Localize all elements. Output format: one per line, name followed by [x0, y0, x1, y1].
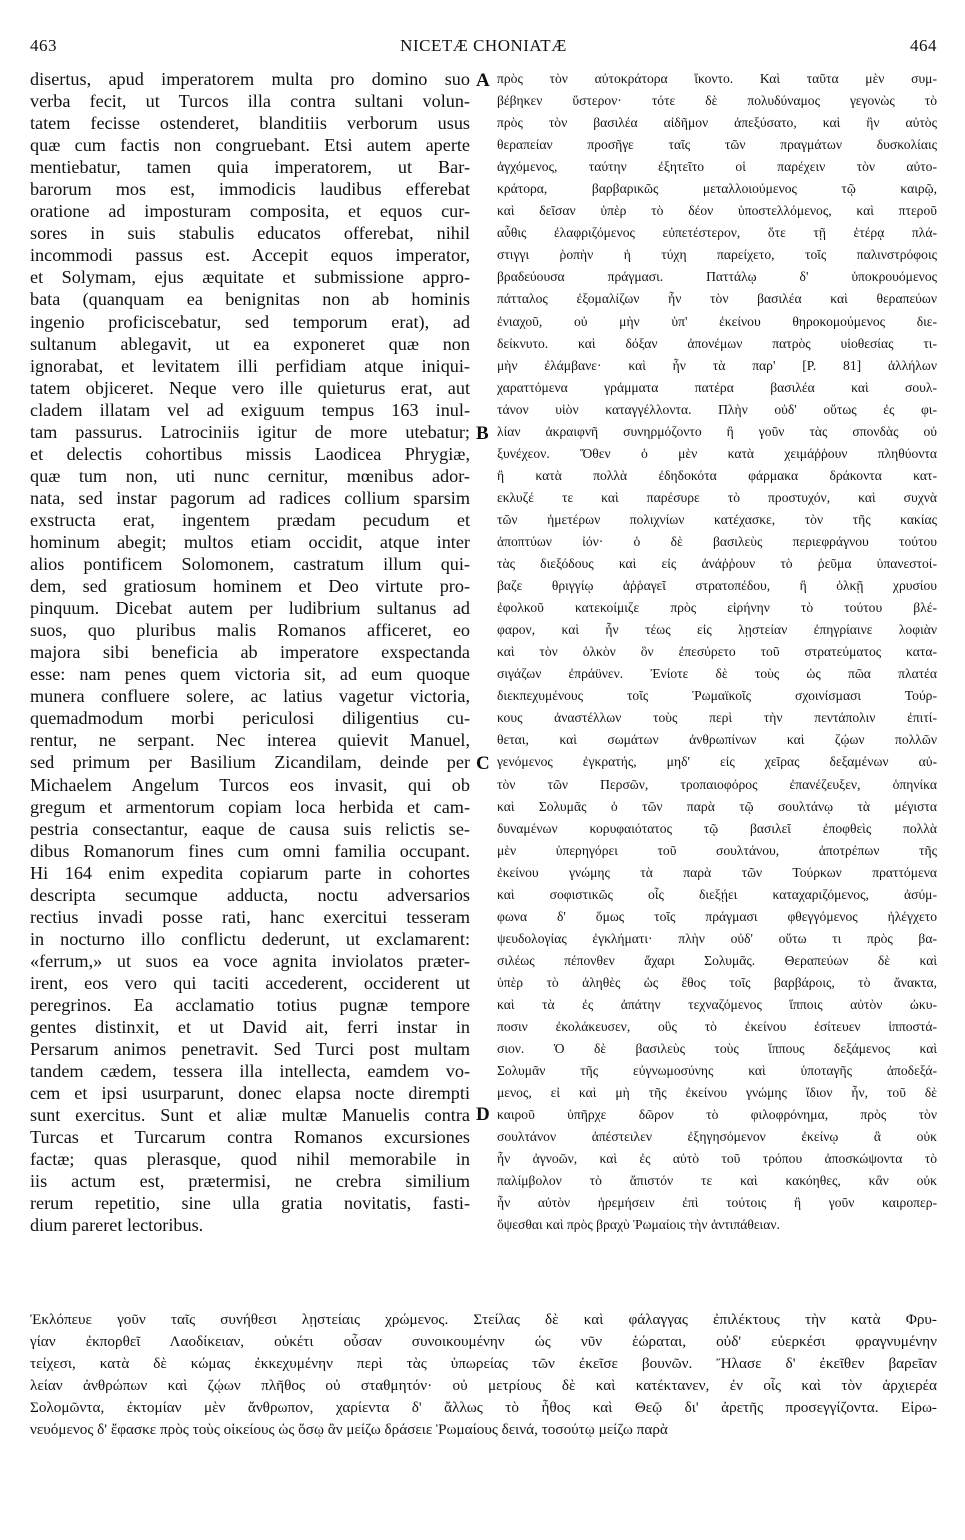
text-line: τὰς διεξόδους καὶ εἰς ἀνάῤῥουν τὸ ῥεῦμα ὑπανεστοί-	[497, 556, 937, 572]
text-line: καὶ σοφιστικῶς οἷς διεξῄει καταχαριζόμενος, ἀσύμ-	[497, 886, 937, 902]
text-line: verba fecit, ut Turcos illa contra sultani volun-	[30, 91, 470, 112]
text-line: ingenio proficiscebatur, sed temporum erat), ad	[30, 311, 470, 332]
text-line: iis actum est, prætermisi, ne crebra similium	[30, 1171, 470, 1192]
text-line: σιον. Ὁ δὲ βασιλεὺς τοὺς ἵππους δεξάμενος καὶ	[497, 1041, 937, 1057]
text-line: δυναμένων κορυφαιότατος τῷ βασιλεῖ ἐποφθεὶς πολλὰ	[497, 820, 937, 836]
text-line: διεκπεχυμένους τοῖς Ῥωμαϊκοῖς σχοινίσμασι Τούρ-	[497, 688, 937, 704]
text-line: γενόμενος ἐγκρατής, μηδ' εἰς χεῖρας δεξαμένων αὐ-	[497, 754, 937, 770]
text-line: ἐφολκοῦ κατεκοίμιζε πρὸς εἰρήνην τὸ τούτου βλέ-	[497, 600, 937, 616]
text-line: πρὸς τὸν αὐτοκράτορα ἵκοντο. Καὶ ταῦτα μὲν συμ-	[497, 71, 937, 86]
text-line: «ferrum,» ut suos ea voce agnita inviolatos præter-	[30, 950, 470, 971]
text-line: Hi 164 enim expedita copiarum parte in cohortes	[30, 862, 470, 883]
text-line: nata, sed instar pagorum ad radices collium sparsim	[30, 487, 470, 508]
text-line: esse: nam penes quem victoria sit, ad eum quoque	[30, 664, 470, 685]
text-line: βραδεύουσα πράγμασι. Παττάλῳ δ' ὑποκρουόμενος	[497, 269, 937, 285]
text-line: ἀποπτύων ἰόν· ὁ δὲ βασιλεὺς περιεφράγνου τούτου	[497, 533, 937, 549]
text-line: θεραπείαν προσῆγε ταῖς τῶν πραγμάτων δυσκολίαις	[497, 137, 937, 153]
page-number-left: 463	[30, 36, 57, 55]
page-header	[30, 36, 937, 62]
text-line: κράτορα, βαρβαρικῶς μεταλλοιούμενος τῷ καιρῷ,	[497, 181, 937, 197]
text-line: barorum mos est, immodicis laudibus efferebat	[30, 179, 470, 200]
text-line: sed primum per Basilium Zicandilam, deinde per	[30, 752, 470, 773]
text-line: cem et ipsi usurparunt, donec elapsa nocte dirempti	[30, 1083, 470, 1104]
text-line: τείχεσι, κατὰ δὲ κώμας ἐκκεχυμένην περὶ τὰς ὑπωρείας τῶν ἐκεῖσε βουνῶν. Ἤλασε δ' ἐκεῖθεν βαρεῖαν	[30, 1355, 937, 1373]
text-line: ἐκείνου γνώμης τὰ παρὰ τῶν Τούρκων πραττόμενα	[497, 864, 937, 880]
text-line: Σολομῶντα, ἐκτομίαν μὲν ἄνθρωπον, χαρίεντα δ' ἄλλως τὸ ἦθος καὶ Θεῷ δι' ἀρετῆς προσεγγίζοντα. Εἰρω-	[30, 1399, 937, 1417]
text-line: Michaelem Angelum Turcos eos invasit, qui ob	[30, 774, 470, 795]
text-line: αὖθις ἐλαφριζόμενος εὐπετέστερον, ὅτε τῇ ἑτέρᾳ πλά-	[497, 225, 937, 241]
text-line: quemadmodum morbi periculosi diligentius cu-	[30, 708, 470, 729]
text-line: quæ tum non, uti nunc cernitur, mœnibus ador-	[30, 465, 470, 486]
text-line: majora sibi beneficia ab imperatore exspectanda	[30, 642, 470, 663]
text-line: ἦν ἀγνοῶν, καὶ ἐς αὐτὸ τοῦ τρόπου ἀποσκώψοντα τὸ	[497, 1151, 937, 1167]
text-line: γίαν ἐκπορθεῖ Λαοδίκειαν, οὐκέτι οὖσαν συνοικουμένην ὡς νῦν ἑώραται, οὐδ' εὐερκέσι φραγνυμένην	[30, 1333, 937, 1351]
text-line: ποσιν ἐκολάκευσεν, οὓς τὸ ἐκείνου ἐσίτευεν ἱπποστά-	[497, 1019, 937, 1035]
text-line: νευόμενος δ' ἔφασκε πρὸς τοὺς οἰκείους ὡς ὅσῳ ἂν μείζω δράσειε Ῥωμαίους δεινά, τοσούτῳ μείζω παρὰ	[30, 1421, 668, 1439]
text-line: peregrinos. Ea acclamatio totius pugnæ tempore	[30, 994, 470, 1015]
text-line: sores in suis stabulis educatos offerebat, nihil	[30, 223, 470, 244]
text-line: gregum et armentorum copiam loca herbida et cam-	[30, 796, 470, 817]
text-line: tatem fecisse ostenderet, blanditiis verborum usus	[30, 113, 470, 134]
running-title: NICETÆ CHONIATÆ	[400, 36, 567, 55]
text-line: καὶ τὸν ὁλκὸν ὃν ἐπεσύρετο τοῦ στρατεύματος κατα-	[497, 644, 937, 660]
greek-continuation	[30, 1309, 937, 1441]
text-line: τὸν τῶν Περσῶν, τροπαιοφόρος ἐπανέζευξεν, ὁπηνίκα	[497, 776, 937, 792]
text-line: μενος, εἰ καὶ μὴ τῆς ἐκείνου γνώμης ἴδιον ἦν, τοῦ δὲ	[497, 1085, 937, 1101]
text-line: εκλυζέ τε καὶ παρέσυρε τὸ προστυχόν, καὶ συχνὰ	[497, 489, 937, 505]
text-line: ἦν αὐτὸν ἠρεμήσειν ἐπὶ τούτοις ἢ γοῦν καιροπερ-	[497, 1195, 937, 1211]
text-line: tandem cædem, tessera illa intellecta, eamdem vo-	[30, 1061, 470, 1082]
text-line: πρὸς τὸν βασιλέα αἰδῆμον ἀπεξύσατο, καὶ ἣν αὐτὸς	[497, 115, 937, 131]
text-line: λίαν ἀκραιφνῆ συνηρμόζοντο ἢ γοῦν τὰς σπονδὰς οὐ	[497, 423, 937, 439]
margin-marker-d: D	[476, 1104, 490, 1125]
text-line: hominum abegit; multos etiam occidit, atque inter	[30, 531, 470, 552]
text-line: factæ; quas plerasque, quod nihil memorabile in	[30, 1149, 470, 1170]
text-line: sunt exercitus. Sunt et aliæ multæ Manuelis contra	[30, 1105, 470, 1126]
text-line: rerum repetitio, sine ulla gratia novitatis, fasti-	[30, 1193, 470, 1214]
text-line: mentiebatur, tamen quia imperatorem, ut Bar-	[30, 157, 470, 178]
text-line: φαρον, καὶ ἦν τέως εἰς λῃστείαν ἐπηγρίαινε λοφιὰν	[497, 622, 937, 638]
text-line: et Solymam, ejus æquitate et submissione appro-	[30, 267, 470, 288]
greek-column	[497, 68, 937, 1236]
text-line: sultanum ablegavit, ut ea exponeret quæ non	[30, 333, 470, 354]
text-line: et delectis cohortibus missis Laodicea Phrygiæ,	[30, 443, 470, 464]
text-line: ignorabat, et levitatem illi perfidiam atque iniqui-	[30, 355, 470, 376]
text-line: ὑπὲρ τὸ ἀληθὲς ὡς ἔθος τοῖς βαρβάροις, τὸ ἄνακτα,	[497, 974, 937, 990]
text-line: πάτταλος ἐξομαλίζων ἦν τὸν βασιλέα καὶ θεραπεύων	[497, 291, 937, 307]
latin-column	[30, 68, 470, 1236]
text-line: tam passurus. Latrociniis igitur de more utebatur;	[30, 421, 470, 442]
text-line: irent, eos vero qui taciti accederent, occiderent ut	[30, 972, 470, 993]
text-line: καιροῦ ὑπῆρχε δῶρον τὸ φιλοφρόνημα, πρὸς τὸν	[497, 1107, 937, 1123]
text-line: bata (quanquam ea benignitas non ab hominis	[30, 289, 470, 310]
text-line: μὴν ἐλάμβανε· καὶ ἦν τὰ παρ' [P. 81] ἀλλήλων	[497, 357, 937, 373]
margin-marker-c: C	[476, 753, 490, 774]
text-line: rectius invadi posse rati, hanc exercitui tesseram	[30, 906, 470, 927]
text-line: dibus Romanorum fines cum omni familia occupant.	[30, 840, 470, 861]
text-line: alios pontificem Solomonem, castratum illum qui-	[30, 554, 470, 575]
text-line: Ἐκλόπευε γοῦν ταῖς συνήθεσι λῃστείαις χρώμενος. Στείλας δὲ καὶ φάλαγγας ἐπιλέκτους τὴν κατὰ Φρυ-	[30, 1311, 937, 1328]
text-line: descripta secumque adducta, noctu adversarios	[30, 884, 470, 905]
text-line: μὲν ὑπερηγόρει τοῦ σουλτάνου, ἀποτρέπων τῆς	[497, 842, 937, 858]
text-line: φωνα δ' ὅμως τοῖς πράγμασι φθεγγόμενος ἠλέγχετο	[497, 908, 937, 924]
page-number-right: 464	[910, 36, 937, 55]
text-line: dem, sed gratiosum hominem et Deo virtute pro-	[30, 576, 470, 597]
text-line: cladem illatam vel ad exiguum tempus 163 inul-	[30, 399, 470, 420]
text-line: χαραττόμενα γράμματα πατέρα βασιλέα καὶ σουλ-	[497, 379, 937, 395]
text-line: τάνον υἱὸν καταγγέλλοντα. Πλὴν οὐδ' οὕτως ἐς φι-	[497, 401, 937, 417]
text-line: καὶ τὰ ἐς ἀπάτην τεχναζόμενος ἵπποις αὐτὸν ὠκυ-	[497, 996, 937, 1012]
text-line: θεται, καὶ σωμάτων ἀνθρωπίνων καὶ ζῴων πολλῶν	[497, 732, 937, 748]
text-line: τῶν ἡμετέρων πολιχνίων κατέχασκε, τὸν τῆς κακίας	[497, 511, 937, 527]
margin-marker-a: A	[476, 70, 490, 91]
text-line: ὄψεσθαι καὶ πρὸς βραχὺ Ῥωμαίοις τὴν ἀντιπάθειαν.	[497, 1217, 780, 1233]
text-line: munera confluere solere, ac latius vagetur victoria,	[30, 686, 470, 707]
text-line: ξυνέχεον. Ὅθεν ὁ μὲν κατὰ χειμάῤῥουν πληθύοντα	[497, 445, 937, 461]
text-line: ἀγχόμενος, ταύτην ἐξητεῖτο οἱ παρέχειν τὸν αὐτο-	[497, 159, 937, 175]
text-line: βαζε θριγγίῳ ἀῤῥαγεῖ στρατοπέδου, ἢ ὁλκῇ χρυσίου	[497, 578, 937, 594]
text-line: βέβηκεν ὕστερον· τότε δὲ πολυδύναμος γεγονὼς τὸ	[497, 93, 937, 109]
text-line: σιλέως πέπονθεν ἄχαρι Σολυμᾶς. Θεραπεύων δὲ καὶ	[497, 952, 937, 968]
text-line: rentur, ne serpant. Nec interea quievit Manuel,	[30, 730, 470, 751]
text-line: in nocturno illo conflictu dederunt, ut exclamarent:	[30, 928, 470, 949]
text-line: dium pareret lectoribus.	[30, 1215, 204, 1236]
text-line: disertus, apud imperatorem multa pro domino suo	[30, 69, 470, 89]
text-line: ἐνιαχοῦ, οὐ μὴν ὑπ' ἐκείνου θηροκομούμενος διε-	[497, 313, 937, 329]
text-line: suos, quo pluribus malis Romanos afficeret, eo	[30, 620, 470, 641]
text-line: quæ cum factis non congruebant. Etsi autem aperte	[30, 135, 470, 156]
text-line: δείκνυτο. καὶ δόξαν ἀπονέμων πατρὸς υἱοθεσίας τι-	[497, 335, 937, 351]
text-line: καὶ Σολυμᾶς ὁ τῶν παρὰ τῷ σουλτάνῳ τὰ μέγιστα	[497, 798, 937, 814]
text-line: Σολυμᾶν τῆς εὐγνωμοσύνης καὶ ὑποταγῆς ἀποδεξά-	[497, 1063, 937, 1079]
text-line: gentes distinxit, et ut David ait, ferri instar in	[30, 1017, 470, 1038]
text-line: Turcas et Turcarum contra Romanos excursiones	[30, 1127, 470, 1148]
text-line: ψευδολογίας ἐγκλήματι· πλὴν οὐδ' οὕτω τι πρὸς βα-	[497, 930, 937, 946]
text-line: παλίμβολον τὸ ἄπιστόν τε καὶ κακόηθες, κἂν οὐκ	[497, 1173, 937, 1189]
text-line: κους ἀναστέλλων τοὺς περὶ τὴν πεντάπολιν ἐπιτί-	[497, 710, 937, 726]
margin-marker-b: B	[476, 423, 489, 444]
text-line: σουλτάνον ἀπέστειλεν ἐξηγησόμενον ἐκείνῳ ἃ οὐκ	[497, 1129, 937, 1145]
text-line: tatem objiceret. Neque vero ille quieturus erat, aut	[30, 377, 470, 398]
text-line: καὶ δεῖσαν ὑπὲρ τὸ δέον ὑποστελλόμενος, καὶ πτεροῦ	[497, 203, 937, 219]
text-line: λείαν ἀνθρώπων καὶ ζῴων πλῆθος οὐ σταθμητόν· οὐ μετρίους δὲ καὶ κατέκτανεν, ἐν οἷς καὶ τὸν ἀρχιερέα	[30, 1377, 937, 1395]
text-line: ἢ κατὰ πολλὰ ἐδηδοκότα φάρμακα δράκοντα κατ-	[497, 467, 937, 483]
text-line: σιγάζων ἐπράϋνεν. Ἐνίοτε δὲ τοὺς ὡς πῶα πλατέα	[497, 666, 937, 682]
text-line: exstructa erat, ingentem prædam pecudum et	[30, 509, 470, 530]
text-line: Persarum animos penetravit. Sed Turci post multam	[30, 1039, 470, 1060]
text-line: incommodi passus est. Accepit equos imperator,	[30, 245, 470, 266]
text-line: στιγγι ῥοπὴν ἡ τύχη παρείχετο, τοῖς παλινστρόφοις	[497, 247, 937, 263]
text-line: pestria consectantur, eaque de causa suis relictis se-	[30, 818, 470, 839]
text-line: pinquum. Dicebat autem per ludibrium sultanus ad	[30, 598, 470, 619]
text-line: oratione ad imposturam composita, et equos cur-	[30, 201, 470, 222]
